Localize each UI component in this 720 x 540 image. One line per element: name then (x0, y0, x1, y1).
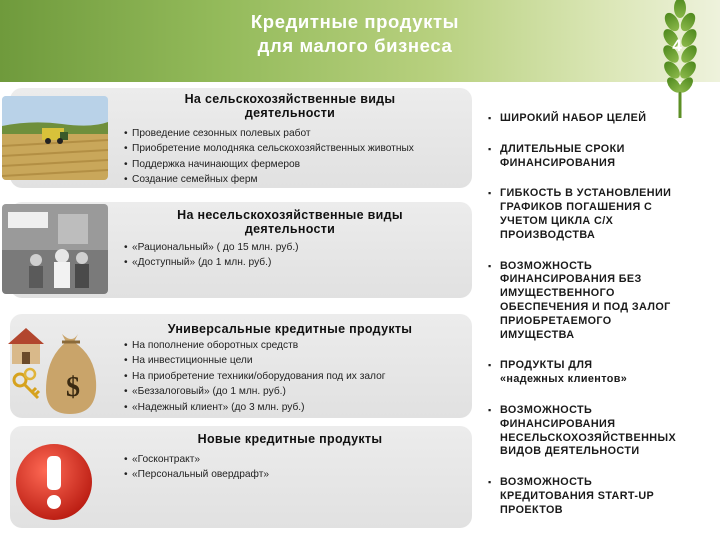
section-title-new-products (120, 432, 460, 446)
list-item: • «Персональный овердрафт» (124, 467, 269, 482)
benefit-line: ИМУЩЕСТВЕННОГО (500, 287, 615, 300)
benefit-line: ФИНАНСИРОВАНИЯ (500, 417, 616, 430)
list-item: • На приобретение техники/оборудования под их залог (124, 369, 385, 384)
section-title-line: Новые кредитные продукты (197, 432, 383, 446)
list-item: • Проведение сезонных полевых работ (124, 126, 414, 141)
benefit-line: ПРОЕКТОВ (500, 503, 563, 516)
benefit-line: ПРИОБРЕТАЕМОГО (500, 314, 612, 327)
section-title-non-agricultural (120, 208, 460, 236)
svg-text:$: $ (66, 372, 80, 403)
section-title-line: деятельности (244, 106, 336, 120)
benefit-line: ▪ ВОЗМОЖНОСТЬ (500, 259, 593, 272)
section-list-new-products (124, 452, 269, 483)
benefit-item (488, 112, 716, 126)
benefit-line: ▪ ВОЗМОЖНОСТЬ (500, 476, 593, 489)
benefit-line: ▪ ГИБКОСТЬ В УСТАНОВЛЕНИИ (500, 187, 672, 200)
benefit-line: ВИДОВ ДЕЯТЕЛЬНОСТИ (500, 445, 640, 458)
section-title-line: деятельности (244, 222, 336, 236)
benefit-line: ГРАФИКОВ ПОГАШЕНИЯ С (500, 201, 653, 214)
benefit-item (488, 476, 716, 517)
section-card-universal (10, 314, 472, 418)
benefit-line: ОБЕСПЕЧЕНИЯ И ПОД ЗАЛОГ (500, 300, 671, 313)
benefit-line: ▪ ПРОДУКТЫ ДЛЯ (500, 359, 593, 372)
field-harvest-photo (2, 96, 108, 180)
section-card-new-products (10, 426, 472, 528)
section-title-agricultural (120, 92, 460, 120)
section-title-line: На несельскохозяйственные виды (177, 208, 403, 222)
benefits-list (488, 112, 716, 518)
benefit-line: «надежных клиентов» (500, 373, 628, 386)
benefit-line: ИМУЩЕСТВА (500, 328, 575, 341)
benefit-item (488, 404, 716, 459)
section-list-agricultural (124, 126, 414, 188)
list-item: • На пополнение оборотных средств (124, 338, 385, 353)
village-people-photo (2, 204, 108, 294)
section-list-non-agricultural (124, 240, 299, 271)
benefit-line: ПРОИЗВОДСТВА (500, 228, 596, 241)
benefit-line: ▪ ВОЗМОЖНОСТЬ (500, 403, 593, 416)
wheat-ears-icon (640, 0, 720, 118)
list-item: • «Госконтракт» (124, 452, 269, 467)
house-keys-money-bag-image (2, 314, 108, 418)
section-card-agricultural (10, 88, 472, 188)
section-title-line: На сельскохозяйственные виды (184, 92, 396, 106)
benefit-line: НЕСЕЛЬСКОХОЗЯЙСТВЕННЫХ (500, 431, 677, 444)
section-title-line: Универсальные кредитные продукты (167, 322, 413, 336)
benefit-item (488, 187, 716, 242)
list-item: • Приобретение молодняка сельскохозяйственных животных (124, 141, 414, 156)
benefit-item (488, 359, 716, 387)
page-title-line-2: для малого бизнеса (257, 35, 453, 56)
section-title-universal (120, 322, 460, 336)
list-item: • Поддержка начинающих фермеров (124, 157, 414, 172)
benefit-line: ФИНАНСИРОВАНИЯ (500, 156, 616, 169)
list-item: • «Надежный клиент» (до 3 млн. руб.) (124, 400, 385, 415)
page-title-line-1: Кредитные продукты (250, 11, 460, 32)
list-item: • «Рациональный» ( до 15 млн. руб.) (124, 240, 299, 255)
list-item: • На инвестиционные цели (124, 353, 385, 368)
benefit-item (488, 143, 716, 171)
list-item: • «Беззалоговый» (до 1 млн. руб.) (124, 384, 385, 399)
list-item: • «Доступный» (до 1 млн. руб.) (124, 255, 299, 270)
exclamation-warning-icon (2, 438, 108, 524)
benefit-line: ФИНАНСИРОВАНИЯ БЕЗ (500, 273, 642, 286)
section-list-universal (124, 338, 385, 415)
benefit-line: КРЕДИТОВАНИЯ START-UP (500, 489, 655, 502)
benefit-item (488, 260, 716, 343)
benefit-line: УЧЕТОМ ЦИКЛА С/Х (500, 214, 614, 227)
page-title (180, 10, 530, 58)
list-item: • Создание семейных ферм (124, 172, 414, 187)
section-card-non-agricultural (10, 202, 472, 298)
benefit-line: ▪ ДЛИТЕЛЬНЫЕ СРОКИ (500, 142, 625, 155)
benefit-line: ▪ ШИРОКИЙ НАБОР ЦЕЛЕЙ (500, 112, 647, 124)
page-number: 4 (672, 36, 682, 55)
